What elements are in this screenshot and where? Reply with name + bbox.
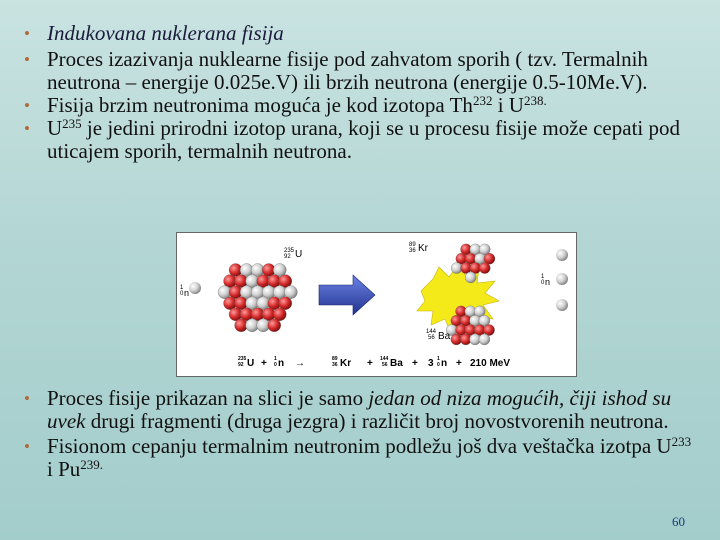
uranium-nucleus xyxy=(218,264,297,332)
bullet-icon: • xyxy=(24,96,30,115)
bullet-icon: • xyxy=(24,50,30,69)
bullet-icon: • xyxy=(24,389,30,408)
reaction-equation xyxy=(238,356,510,369)
eq-n-symbol: n xyxy=(278,358,285,369)
krypton-symbol: Kr xyxy=(418,243,428,254)
bullet-text xyxy=(47,93,547,117)
uranium-atomic: 92 xyxy=(284,254,291,260)
slide-title-text: Indukovana nuklerana fisija xyxy=(47,21,284,45)
superscript-text: 238. xyxy=(523,93,547,108)
uranium-label xyxy=(284,248,302,260)
superscript-text: 233 xyxy=(671,434,692,449)
bullet-text xyxy=(47,116,680,163)
krypton-label xyxy=(409,242,429,254)
krypton-atomic: 36 xyxy=(409,248,416,254)
text-run: jedan od niza mogućih, čiji ishod su uvek xyxy=(47,386,672,433)
bullet-text xyxy=(47,434,691,481)
eq-ba-atomic: 56 xyxy=(382,362,388,368)
eq-u-symbol: U xyxy=(247,358,255,369)
eq-n-atomic: 0 xyxy=(274,362,277,368)
eq-plus-4: + xyxy=(456,358,462,369)
incoming-neutron-symbol: n xyxy=(184,288,190,298)
incoming-neutron-atomic: 0 xyxy=(180,291,184,297)
text-run: Proces fisije prikazan na slici je samo xyxy=(47,386,369,410)
top-bullet-list xyxy=(22,22,700,163)
out-neutron-mass: 1 xyxy=(541,274,545,280)
krypton-mass: 89 xyxy=(409,242,416,248)
bullet-text xyxy=(47,386,671,433)
bullet-icon: • xyxy=(24,437,30,456)
uranium-mass: 235 xyxy=(284,248,295,254)
bullet-item xyxy=(22,48,700,94)
outgoing-neutrons xyxy=(541,249,568,311)
text-run: Fisija brzim neutronima moguća je kod izotopa Th xyxy=(47,93,473,117)
text-run: Fisionom cepanju termalnim neutronim podležu još dva veštačka izotpa U xyxy=(47,434,672,458)
eq-u-atomic: 92 xyxy=(238,362,244,368)
bullet-icon: • xyxy=(24,119,30,138)
eq-coefficient: 3 xyxy=(428,358,434,369)
eq-plus-3: + xyxy=(412,358,418,369)
bottom-bullet-list xyxy=(22,387,700,483)
superscript-text: 232 xyxy=(472,93,493,108)
text-run: i U xyxy=(492,93,524,117)
bullet-item xyxy=(22,435,700,481)
barium-mass: 144 xyxy=(426,329,437,335)
barium-label xyxy=(426,329,451,342)
text-run: je jedini prirodni izotop urana, koji se u procesu fisije može cepati pod uticajem sporih, termalnih neutrona. xyxy=(47,116,680,163)
bullet-item xyxy=(22,94,700,117)
text-run: drugi fragmenti (druga jezgra) i različit broj novostvorenih neutrona. xyxy=(85,409,669,433)
eq-out-n-mass: 1 xyxy=(437,356,440,362)
eq-kr-atomic: 36 xyxy=(332,362,338,368)
fission-diagram xyxy=(176,232,577,377)
incoming-neutron xyxy=(180,282,201,298)
eq-out-n-atomic: 0 xyxy=(437,362,440,368)
barium-symbol: Ba xyxy=(438,331,451,342)
eq-ba-mass: 144 xyxy=(380,356,389,362)
incoming-neutron-mass: 1 xyxy=(180,285,184,291)
eq-arrow: → xyxy=(295,358,305,369)
bullet-text xyxy=(47,47,648,94)
superscript-text: 235 xyxy=(62,116,82,131)
text-run: Proces izazivanja nuklearne fisije pod zahvatom sporih ( tzv. Termalnih neutrona – energije 0.025e.V) ili brzih neutrona (energije 0.5-10Me.V). xyxy=(47,47,648,94)
eq-u-mass: 235 xyxy=(238,356,247,362)
text-run: U xyxy=(47,116,63,140)
superscript-text: 239. xyxy=(80,457,104,472)
eq-kr-mass: 89 xyxy=(332,356,338,362)
eq-energy: 210 MeV xyxy=(470,358,511,369)
out-neutron-atomic: 0 xyxy=(541,280,545,286)
text-run: i Pu xyxy=(47,457,81,481)
bullet-item xyxy=(22,117,700,163)
eq-n-mass: 1 xyxy=(274,356,277,362)
eq-ba-symbol: Ba xyxy=(390,358,403,369)
barium-atomic: 56 xyxy=(428,335,435,341)
out-neutron-symbol: n xyxy=(545,277,551,287)
eq-plus-2: + xyxy=(367,358,373,369)
eq-plus-1: + xyxy=(261,358,267,369)
slide-title xyxy=(22,22,700,45)
eq-kr-symbol: Kr xyxy=(340,358,352,369)
uranium-symbol: U xyxy=(295,249,303,260)
page-number: 60 xyxy=(672,514,685,529)
bullet-item xyxy=(22,387,700,433)
reaction-arrow-icon xyxy=(319,275,375,315)
eq-out-n-symbol: n xyxy=(441,358,448,369)
bullet-icon: • xyxy=(24,24,30,43)
